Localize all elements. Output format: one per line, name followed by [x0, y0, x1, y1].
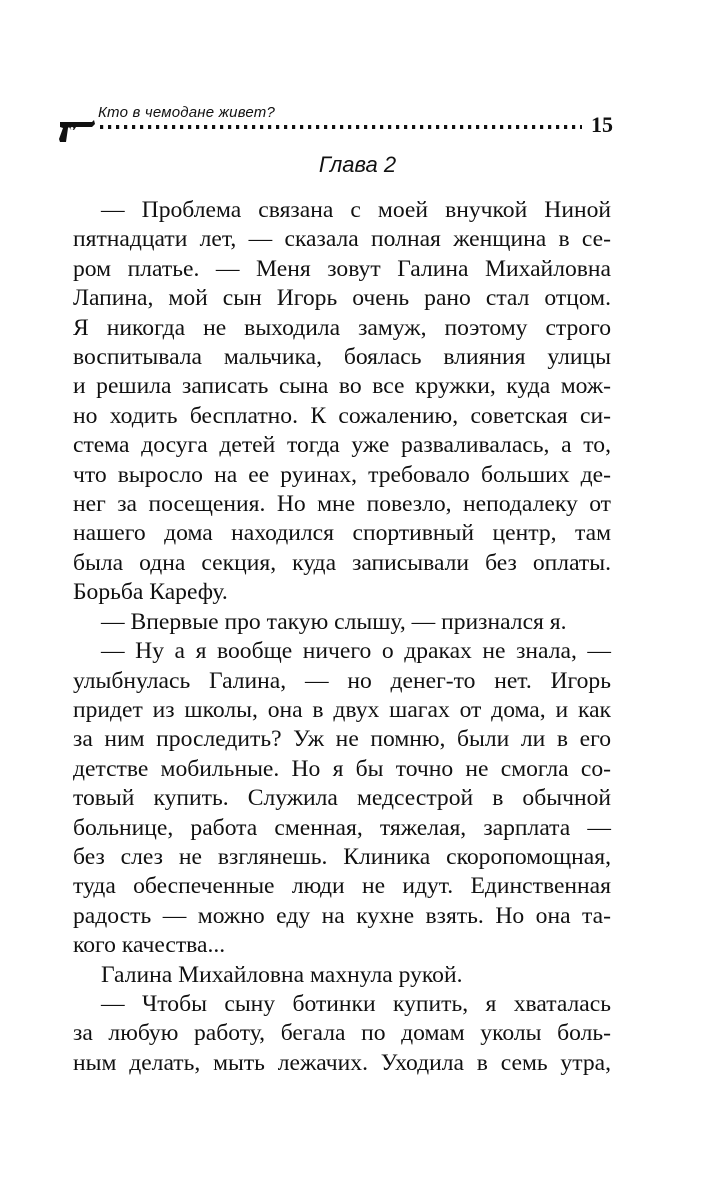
text-line: стема досуга детей тогда уже разваливалась, а то,: [73, 432, 611, 459]
running-title: Кто в чемодане живет?: [98, 104, 276, 121]
text-line: туда обеспеченные люди не идут. Единственная: [73, 873, 611, 900]
text-line: — Чтобы сыну ботинки купить, я хваталась: [101, 990, 611, 1017]
text-line: — Впервые про такую слышу, — признался я.: [101, 608, 567, 635]
text-line: Борьба Карефу.: [73, 579, 228, 606]
text-line: детстве мобильные. Но я бы точно не смогла со-: [73, 755, 611, 782]
text-line: нег за посещения. Но мне повезло, неподалеку от: [73, 491, 611, 518]
text-line: воспитывала мальчика, боялась влияния улицы: [73, 344, 611, 371]
chapter-title: Глава 2: [318, 152, 397, 177]
text-line: ром платье. — Меня зовут Галина Михайловна: [73, 255, 611, 282]
running-header: [58, 104, 613, 144]
text-line: нашего дома находился спортивный центр, там: [73, 520, 611, 547]
text-line: кого качества...: [73, 932, 226, 959]
pistol-icon: [58, 118, 96, 144]
text-line: Галина Михайловна махнула рукой.: [101, 961, 463, 988]
paragraph: [73, 961, 611, 990]
text-line: больнице, работа сменная, тяжелая, зарплата —: [73, 814, 611, 841]
text-line: была одна секция, куда записывали без оплаты.: [73, 549, 611, 576]
page-number: 15: [591, 112, 613, 137]
body-text: [73, 196, 611, 1078]
text-line: пятнадцати лет, — сказала полная женщина в се-: [73, 226, 611, 253]
text-line: за ним проследить? Уж не помню, были ли в его: [73, 726, 611, 753]
text-line: улыбнулась Галина, — но денег-то нет. Игорь: [73, 667, 611, 694]
text-line: радость — можно еду на кухне взять. Но она та-: [73, 902, 611, 929]
text-line: — Ну а я вообще ничего о драках не знала, —: [101, 638, 611, 665]
text-line: без слез не взглянешь. Клиника скоропомощная,: [73, 843, 611, 870]
paragraph: [73, 196, 611, 608]
text-line: что выросло на ее руинах, требовало больших де-: [73, 461, 611, 488]
text-line: придет из школы, она в двух шагах от дома, и как: [73, 696, 611, 723]
text-line: Лапина, мой сын Игорь очень рано стал отцом.: [73, 285, 611, 312]
paragraph: [73, 637, 611, 960]
text-line: — Проблема связана с моей внучкой Ниной: [101, 197, 611, 223]
text-line: Я никогда не выходила замуж, поэтому строго: [73, 314, 611, 341]
text-line: товый купить. Служила медсестрой в обычной: [73, 785, 611, 812]
text-line: ным делать, мыть лежачих. Уходила в семь утра,: [73, 1049, 611, 1076]
text-line: но ходить бесплатно. К сожалению, советская си-: [73, 402, 611, 429]
paragraph: [73, 990, 611, 1078]
paragraph: [73, 608, 611, 637]
dot-leader: [98, 124, 584, 130]
text-line: за любую работу, бегала по домам уколы боль-: [73, 1020, 611, 1047]
text-line: и решила записать сына во все кружки, куда мож-: [73, 373, 611, 400]
